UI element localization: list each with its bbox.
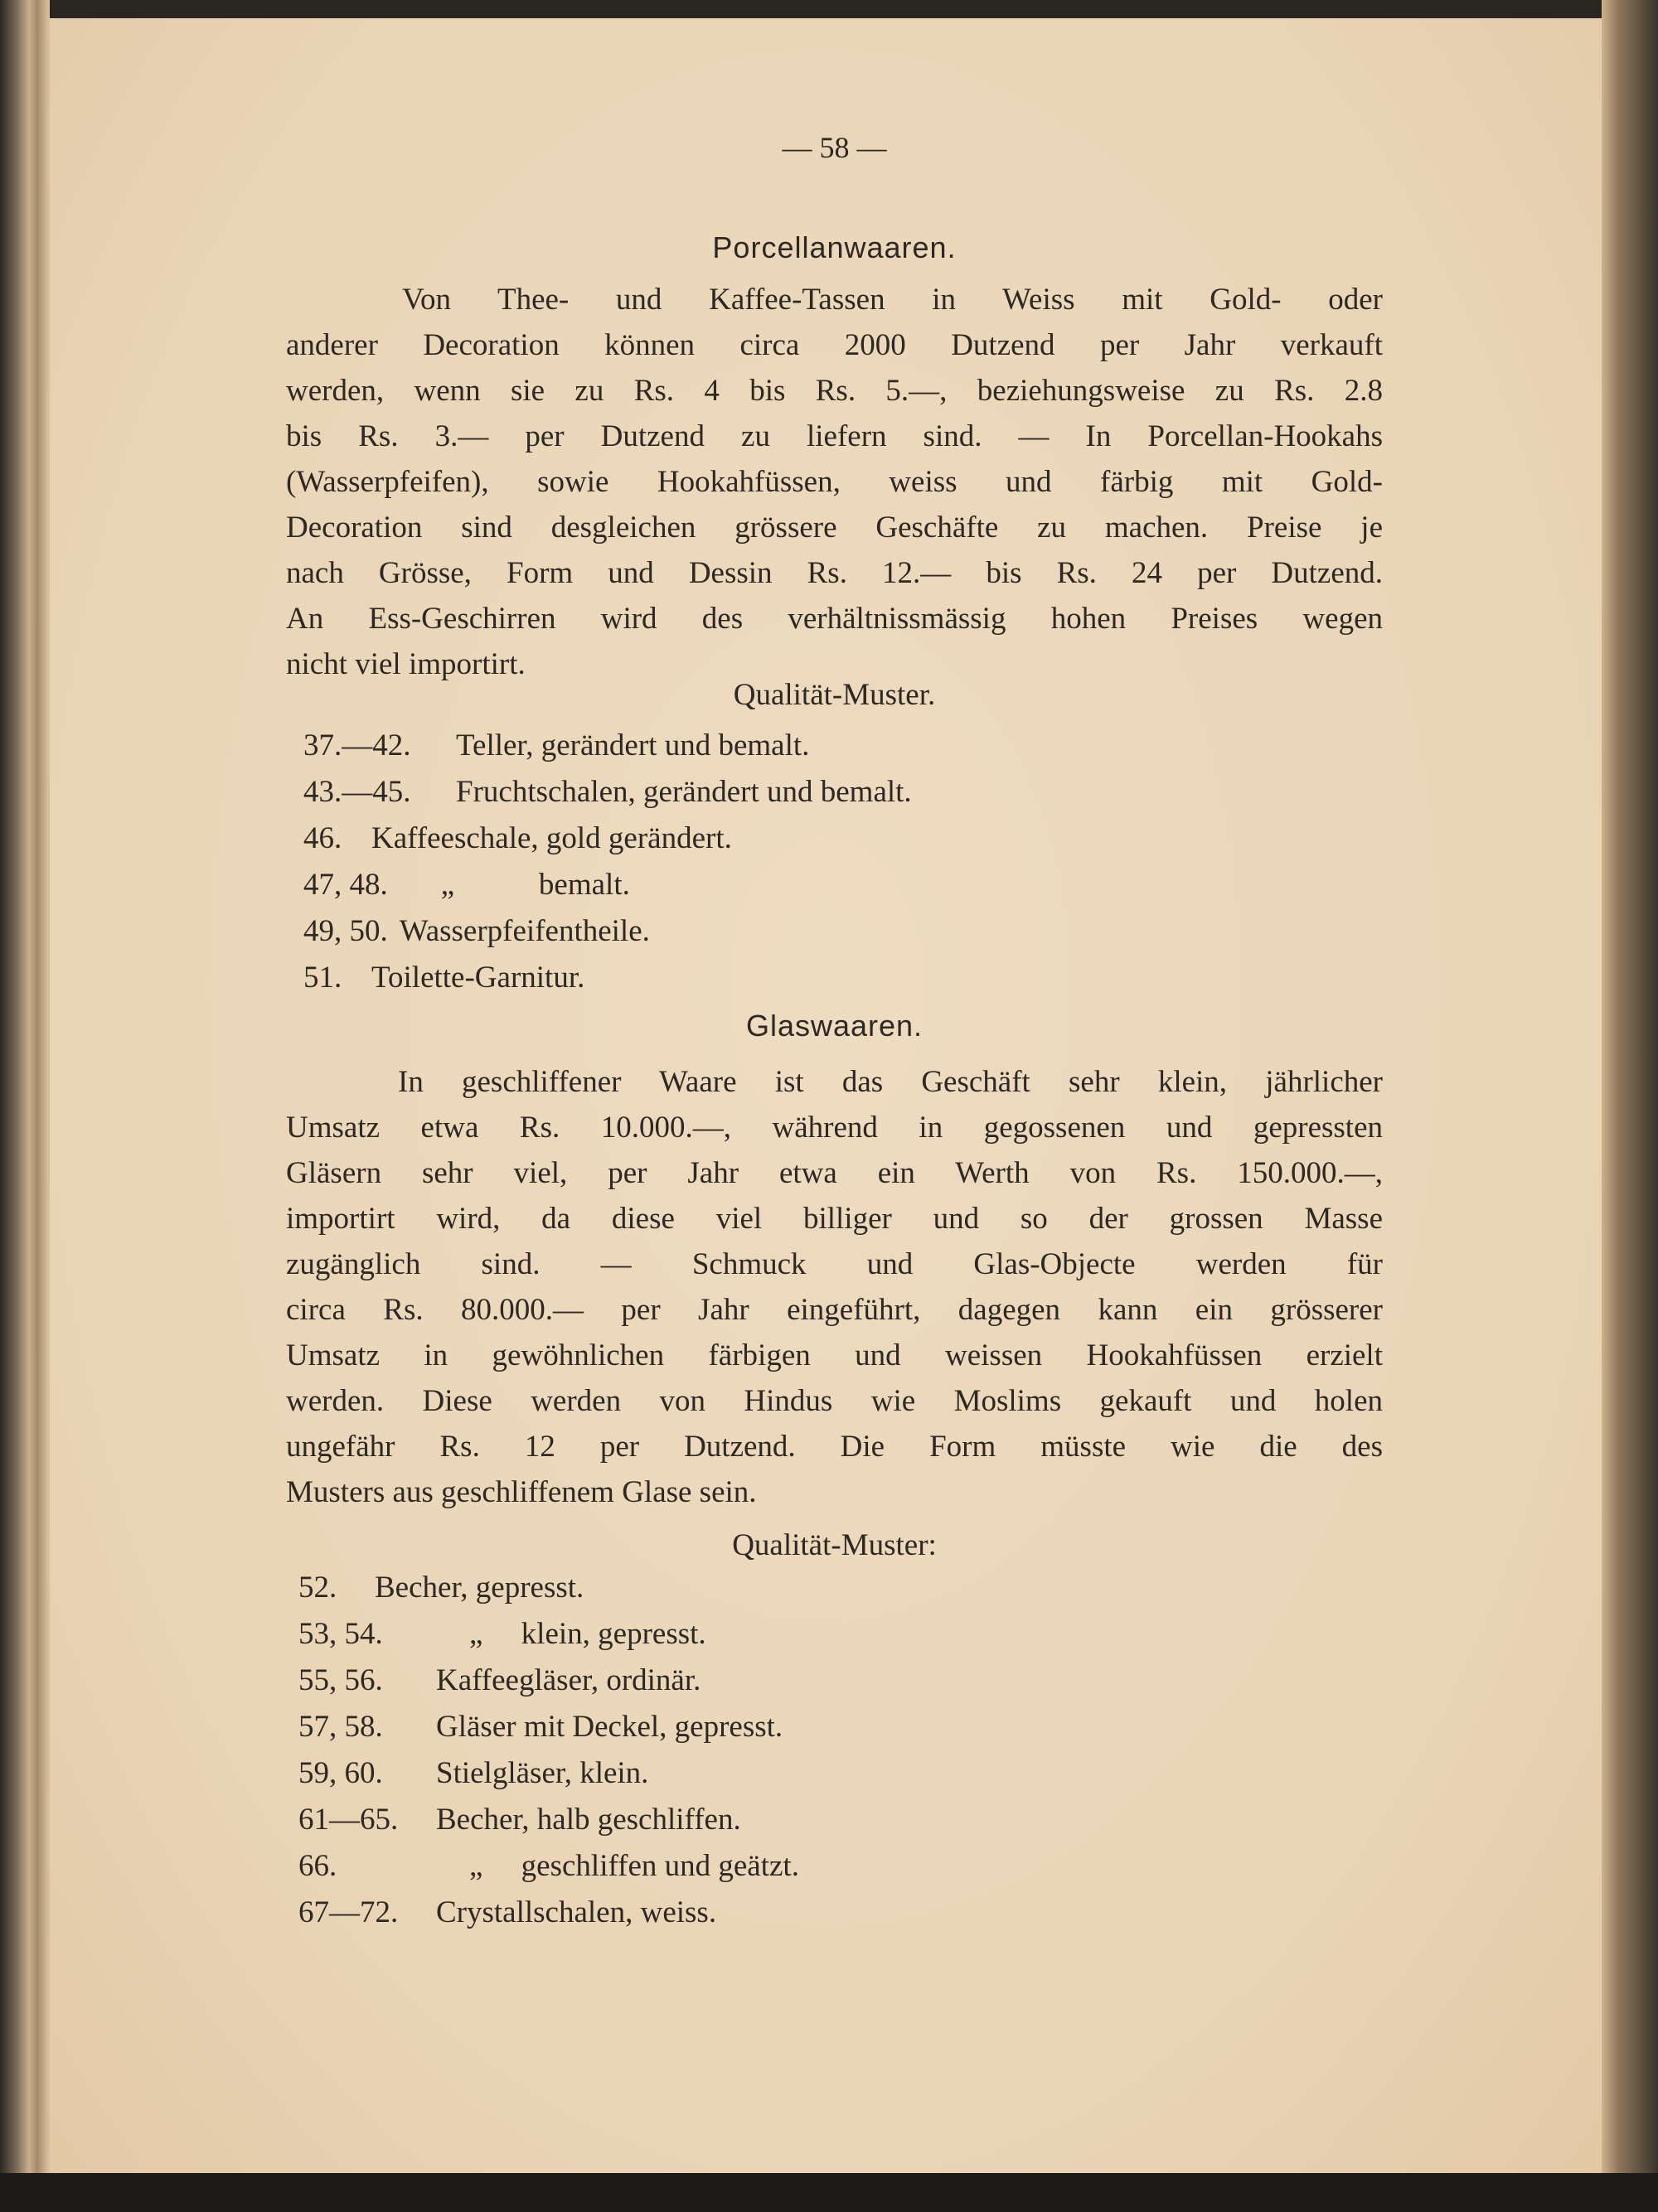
list-item [303, 816, 1400, 862]
paragraph-porcellanwaaren [286, 277, 1383, 687]
samples-list-porcellan [303, 723, 1400, 1001]
list-item [298, 1658, 1395, 1704]
item-text: Fruchtschalen, gerändert und bemalt. [456, 775, 912, 809]
paragraph-line: werden, wenn sie zu Rs. 4 bis Rs. 5.—, beziehungsweise zu Rs. 2.8 [286, 374, 1383, 408]
scan-bottom-edge [0, 2173, 1658, 2212]
item-text: Becher, gepresst. [375, 1571, 584, 1605]
list-item [303, 723, 1400, 769]
scan-top-edge [0, 0, 1658, 20]
paragraph-line: zugänglich sind. — Schmuck und Glas-Objecte werden für [286, 1247, 1383, 1281]
paragraph-line: werden. Diese werden von Hindus wie Moslims gekauft und holen [286, 1384, 1383, 1418]
section-heading-glaswaaren: Glaswaaren. [745, 1009, 924, 1043]
item-number: 61—65. [298, 1803, 399, 1837]
paragraph-line: In geschliffener Waare ist das Geschäft sehr klein, jährlicher [398, 1065, 1383, 1099]
item-number: 53, 54. [298, 1617, 383, 1651]
samples-list-glas [298, 1565, 1395, 1936]
list-item [298, 1797, 1395, 1843]
samples-heading: Qualität-Muster: [732, 1528, 937, 1562]
item-number: 52. [298, 1571, 337, 1605]
paragraph-line: (Wasserpfeifen), sowie Hookahfüssen, weiss und färbig mit Gold- [286, 465, 1383, 499]
list-item [298, 1750, 1395, 1797]
list-item [303, 769, 1400, 816]
item-text: Wasserpfeifentheile. [399, 914, 650, 948]
item-text: Teller, gerändert und bemalt. [456, 728, 810, 762]
item-text: Becher, halb geschliffen. [436, 1803, 741, 1837]
paragraph-line: nicht viel importirt. [286, 647, 526, 681]
list-item [303, 908, 1400, 955]
item-text: Kaffeegläser, ordinär. [436, 1663, 701, 1697]
list-item [303, 862, 1400, 908]
item-text: Crystallschalen, weiss. [436, 1895, 717, 1929]
page-number: — 58 — [782, 131, 887, 164]
list-item [298, 1611, 1395, 1658]
item-number: 47, 48. [303, 868, 388, 902]
item-number: 46. [303, 821, 342, 855]
paragraph-line: nach Grösse, Form und Dessin Rs. 12.— bis Rs. 24 per Dutzend. [286, 556, 1383, 590]
paragraph-line: Von Thee- und Kaffee-Tassen in Weiss mit Gold- oder [402, 283, 1383, 317]
paragraph-line: bis Rs. 3.— per Dutzend zu liefern sind. — In Porcellan-Hookahs [286, 419, 1383, 453]
list-item [298, 1565, 1395, 1611]
paragraph-glaswaaren [286, 1059, 1383, 1515]
item-text: „ bemalt. [440, 868, 630, 902]
list-item [298, 1843, 1395, 1890]
item-text: Stielgläser, klein. [436, 1756, 649, 1790]
facing-page-edge [1602, 0, 1658, 2212]
paragraph-line: An Ess-Geschirren wird des verhältnissmässig hohen Preises wegen [286, 602, 1383, 636]
item-text: „ klein, gepresst. [469, 1617, 706, 1651]
paragraph-line: importirt wird, da diese viel billiger und so der grossen Masse [286, 1202, 1383, 1236]
paragraph-line: Gläsern sehr viel, per Jahr etwa ein Werth von Rs. 150.000.—, [286, 1156, 1383, 1190]
paragraph-line: circa Rs. 80.000.— per Jahr eingeführt, dagegen kann ein grösserer [286, 1293, 1383, 1327]
paragraph-line: Decoration sind desgleichen grössere Geschäfte zu machen. Preise je [286, 511, 1383, 545]
paragraph-line: Umsatz in gewöhnlichen färbigen und weissen Hookahfüssen erzielt [286, 1338, 1383, 1372]
section-heading-porcellanwaaren: Porcellanwaaren. [712, 230, 957, 264]
item-number: 59, 60. [298, 1756, 383, 1790]
item-number: 37.—42. [303, 728, 411, 762]
paragraph-line: Musters aus geschliffenem Glase sein. [286, 1475, 757, 1509]
item-number: 43.—45. [303, 775, 411, 809]
item-text: „ geschliffen und geätzt. [469, 1849, 799, 1883]
list-item [298, 1704, 1395, 1750]
item-text: Kaffeeschale, gold gerändert. [371, 821, 732, 855]
item-number: 66. [298, 1849, 337, 1883]
item-text: Toilette-Garnitur. [371, 961, 585, 995]
paragraph-line: Umsatz etwa Rs. 10.000.—, während in gegossenen und gepressten [286, 1111, 1383, 1145]
book-binding-edge [0, 0, 50, 2212]
item-number: 57, 58. [298, 1710, 383, 1744]
list-item [298, 1890, 1395, 1936]
paragraph-line: anderer Decoration können circa 2000 Dutzend per Jahr verkauft [286, 328, 1383, 362]
item-number: 55, 56. [298, 1663, 383, 1697]
item-text: Gläser mit Deckel, gepresst. [436, 1710, 783, 1744]
paragraph-line: ungefähr Rs. 12 per Dutzend. Die Form müsste wie die des [286, 1430, 1383, 1464]
list-item [303, 955, 1400, 1001]
item-number: 49, 50. [303, 914, 388, 948]
item-number: 51. [303, 961, 342, 995]
samples-heading: Qualität-Muster. [733, 678, 936, 712]
item-number: 67—72. [298, 1895, 399, 1929]
